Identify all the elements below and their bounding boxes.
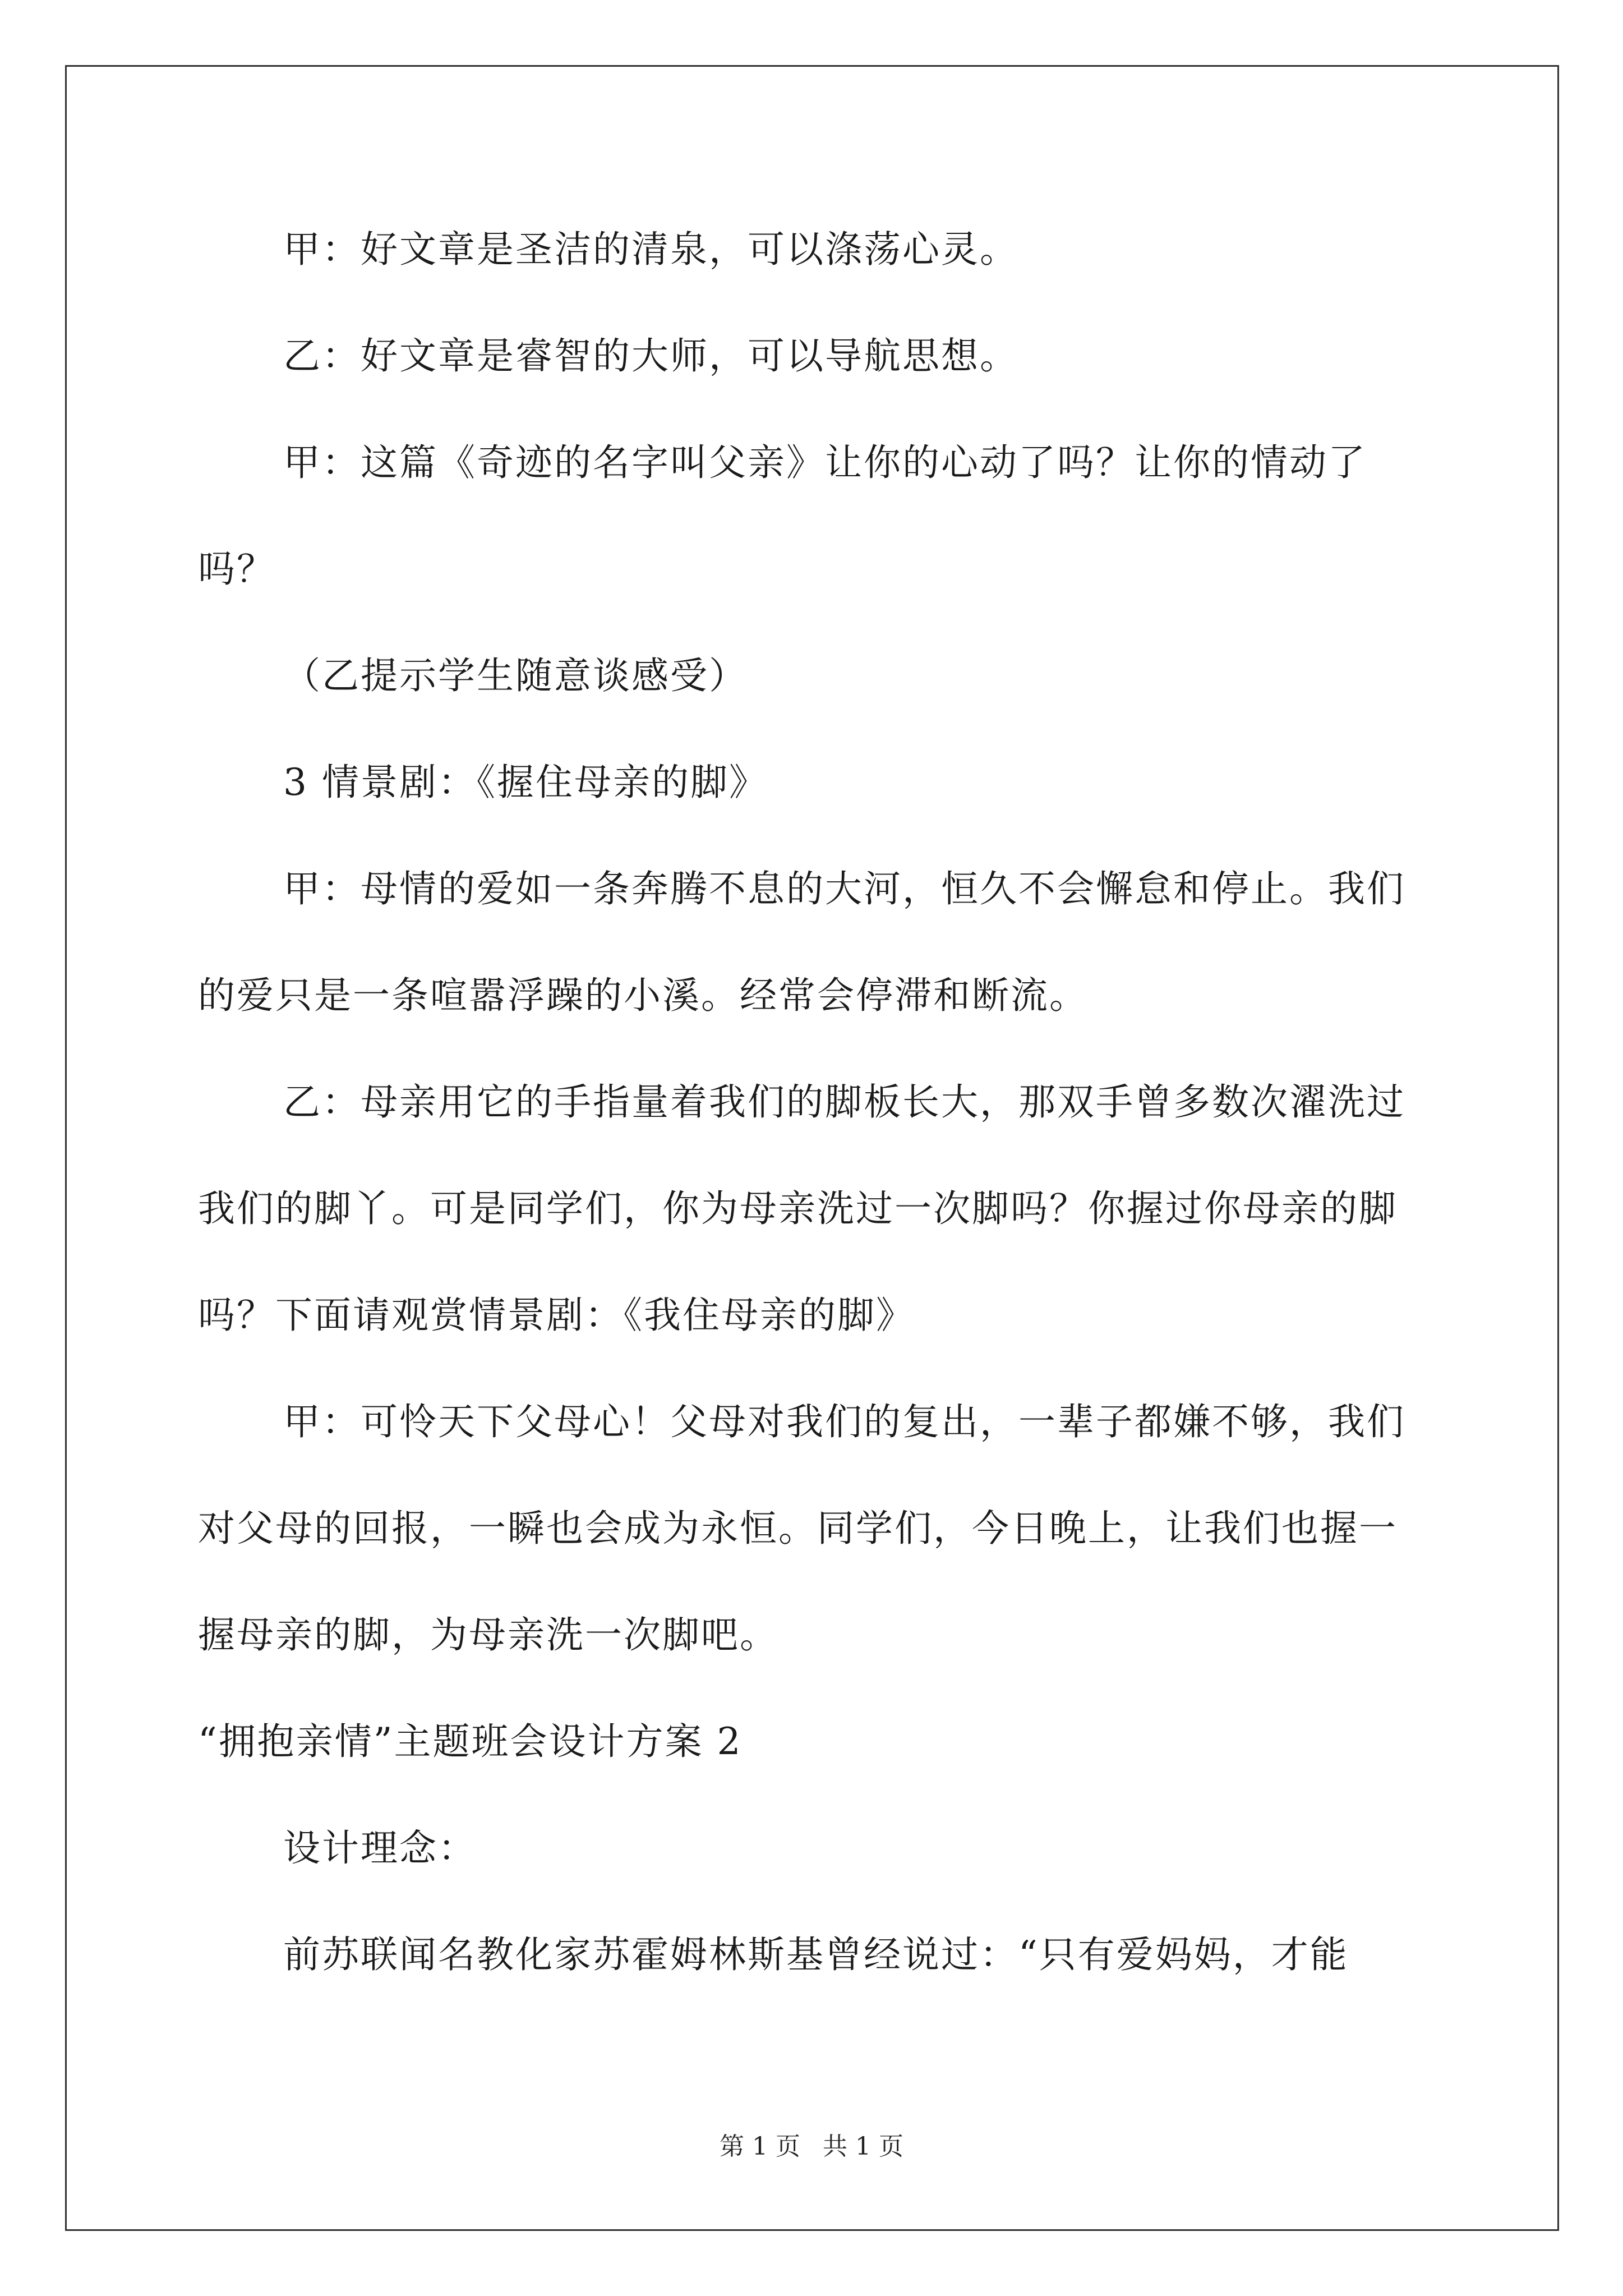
paragraph-3: 甲：这篇《奇迹的名字叫父亲》让你的心动了吗？让你的情动了吗？	[198, 441, 1367, 591]
paragraph-9: 设计理念：	[283, 1826, 477, 1870]
paragraph-6: 甲：母情的爱如一条奔腾不息的大河，恒久不会懈怠和停止。我们的爱只是一条喧嚣浮躁的小溪。经常会停滞和断流。	[198, 867, 1405, 1017]
paragraph-7: 乙：母亲用它的手指量着我们的脚板长大，那双手曾多数次濯洗过我们的脚丫。可是同学们，你为母亲洗过一次脚吗？你握过你母亲的脚吗？下面请观赏情景剧：《我住母亲的脚》	[198, 1080, 1405, 1337]
section-heading: “拥抱亲情”主题班会设计方案 2	[198, 1720, 743, 1763]
page-number: 第 1 页	[720, 2132, 800, 2161]
paragraph-10: 前苏联闻名教化家苏霍姆林斯基曾经说过：“只有爱妈妈，才能	[283, 1933, 1349, 1976]
document-body	[198, 196, 1435, 2008]
paragraph-5: 3 情景剧：《握住母亲的脚》	[283, 761, 768, 804]
page-footer	[0, 2126, 1623, 2162]
paragraph-4: （乙提示学生随意谈感受）	[283, 654, 748, 697]
paragraph-8: 甲：可怜天下父母心！父母对我们的复出，一辈子都嫌不够，我们对父母的回报，一瞬也会成为永恒。同学们，今日晚上，让我们也握一握母亲的脚，为母亲洗一次脚吧。	[198, 1400, 1405, 1657]
page-total: 共 1 页	[823, 2132, 903, 2161]
paragraph-2: 乙：好文章是睿智的大师，可以导航思想。	[283, 334, 1018, 378]
paragraph-1: 甲：好文章是圣洁的清泉，可以涤荡心灵。	[283, 228, 1018, 271]
